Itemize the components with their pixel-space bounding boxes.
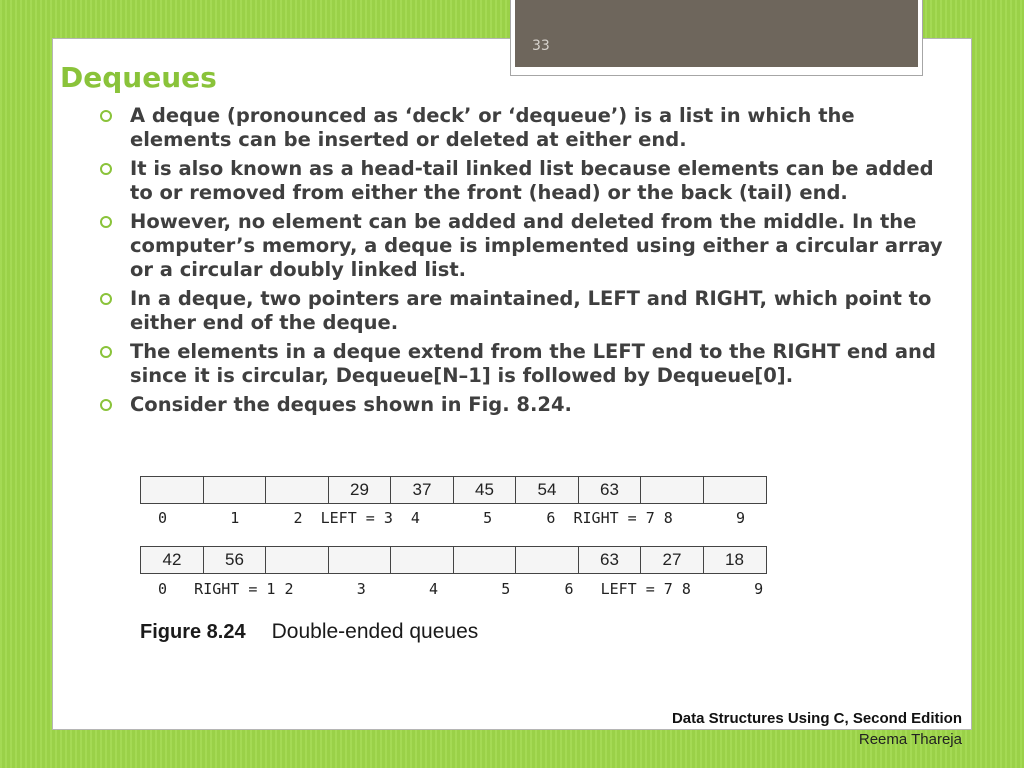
bullet-item [100,393,950,417]
bullet-list [100,104,950,422]
bullet-circle-icon [100,110,112,122]
deque-1-cell-4: 37 [390,476,454,504]
figure-label: Figure 8.24 [140,621,246,643]
bullet-item [100,104,950,152]
deque-1-cell-5: 45 [453,476,517,504]
deque-1-cell-3: 29 [328,476,392,504]
deque-2-cell-8: 27 [640,546,704,574]
deque-1-index-labels: 0 1 2 LEFT = 3 4 5 6 RIGHT = 7 8 9 [140,509,746,527]
slide-title: Dequeues [60,61,217,94]
bullet-item [100,157,950,205]
bullet-circle-icon [100,216,112,228]
deque-2-cell-9: 18 [703,546,767,574]
deque-2-cell-4 [390,546,454,574]
footer-author: Reema Thareja [858,731,962,748]
bullet-text: It is also known as a head-tail linked list because elements can be added to or removed from either the front (head) or the back (tail) end. [130,157,934,204]
bullet-text: The elements in a deque extend from the LEFT end to the RIGHT end and since it is circular, Dequeue[N–1] is followed by Dequeue[0]. [130,340,936,387]
bullet-circle-icon [100,163,112,175]
deque-2-cells [140,546,765,574]
bullet-item [100,340,950,388]
deque-2-cell-3 [328,546,392,574]
bullet-item [100,287,950,335]
bullet-item [100,210,950,282]
bullet-text: In a deque, two pointers are maintained, LEFT and RIGHT, which point to either end of the deque. [130,287,932,334]
deque-2-cell-1: 56 [203,546,267,574]
deque-1-cell-7: 63 [578,476,642,504]
bullet-circle-icon [100,399,112,411]
deque-1-cell-8 [640,476,704,504]
deque-2-cell-2 [265,546,329,574]
deque-1-cell-1 [203,476,267,504]
bullet-text: Consider the deques shown in Fig. 8.24. [130,393,572,416]
deque-2-cell-6 [515,546,579,574]
deque-2-cell-5 [453,546,517,574]
deque-2-index-labels: 0 RIGHT = 1 2 3 4 5 6 LEFT = 7 8 9 [140,580,764,598]
deque-1-cells [140,476,765,504]
deque-2-cell-0: 42 [140,546,204,574]
bullet-circle-icon [100,293,112,305]
deque-2-cell-7: 63 [578,546,642,574]
bullet-circle-icon [100,346,112,358]
figure-caption-text: Double-ended queues [271,620,479,643]
deque-1-cell-0 [140,476,204,504]
bullet-text: A deque (pronounced as ‘deck’ or ‘dequeue’) is a list in which the elements can be inserted or deleted at either end. [130,104,855,151]
deque-1-cell-2 [265,476,329,504]
deque-1-cell-6: 54 [515,476,579,504]
bullet-text: However, no element can be added and deleted from the middle. In the computer’s memory, a deque is implemented using either a circular array or a circular doubly linked list. [130,210,943,281]
slide-number-tab [515,0,918,67]
slide-number: 33 [532,38,550,54]
footer-book-title: Data Structures Using C, Second Edition [671,710,962,727]
figure-caption [140,620,478,644]
deque-1-cell-9 [703,476,767,504]
